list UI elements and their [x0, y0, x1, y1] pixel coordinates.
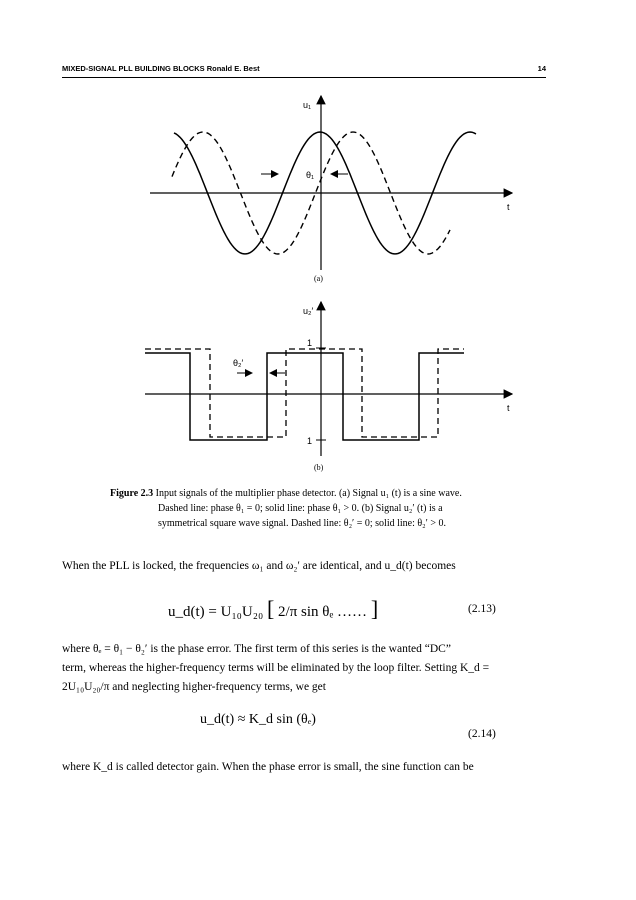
figure-caption — [110, 486, 556, 531]
theta1-label: θ₁ — [306, 170, 315, 180]
eq1-lhs: u_d(t) = U₁₀U₂₀ — [168, 604, 264, 620]
equation-number-2-14: (2.14) — [468, 728, 496, 740]
panel-a-sublabel: (a) — [314, 274, 323, 283]
square-solid — [145, 353, 464, 440]
panel-a-y-label: u₁ — [303, 100, 312, 110]
equation-2-13: u_d(t) = U₁₀U₂₀ [ 2/π sin θₑ …… ] — [168, 596, 379, 621]
panel-a — [150, 96, 512, 283]
para2-line1: where θₑ = θ₁ − θ₂′ is the phase error. The first term of this series is the wanted “DC” — [62, 643, 451, 655]
equation-2-14: u_d(t) ≈ K_d sin (θₑ) — [200, 712, 316, 727]
panel-b-sublabel: (b) — [314, 463, 324, 472]
panel-a-x-label: t — [507, 202, 510, 212]
square-dashed — [145, 349, 464, 437]
para2-line2: term, whereas the higher-frequency terms will be eliminated by the loop filter. Setting K_d = — [62, 662, 490, 674]
equation-number-2-13: (2.13) — [468, 603, 496, 615]
caption-line1: Input signals of the multiplier phase detector. (a) Signal u₁ (t) is a sine wave. — [153, 488, 462, 499]
panel-b-x-label: t — [507, 403, 510, 413]
paragraph-detector-gain: where K_d is called detector gain. When the phase error is small, the sine function can be — [62, 761, 474, 773]
para2-line3: 2U₁₀U₂₀/π and neglecting higher-frequency terms, we get — [62, 681, 326, 693]
theta2-label: θ₂′ — [233, 358, 244, 368]
caption-line2: Dashed line: phase θ₁ = 0; solid line: phase θ₁ > 0. (b) Signal u₂′ (t) is a — [158, 503, 443, 514]
caption-figure-label: Figure 2.3 — [110, 488, 154, 499]
page-number: 14 — [537, 64, 546, 73]
top-level-label: 1 — [307, 338, 313, 348]
eq1-body: 2/π sin θₑ …… — [278, 604, 368, 620]
panel-b — [145, 302, 512, 472]
paragraph-locked: When the PLL is locked, the frequencies ω₁ and ω₂′ are identical, and u_d(t) becomes — [62, 560, 456, 572]
panel-b-y-label: u₂′ — [303, 306, 314, 316]
bottom-level-label: 1 — [307, 436, 313, 446]
caption-line3: symmetrical square wave signal. Dashed line: θ₂′ = 0; solid line: θ₂′ > 0. — [158, 518, 446, 529]
header-title: MIXED-SIGNAL PLL BUILDING BLOCKS Ronald E. Best — [62, 64, 260, 73]
paragraph-phase-error — [62, 640, 546, 697]
